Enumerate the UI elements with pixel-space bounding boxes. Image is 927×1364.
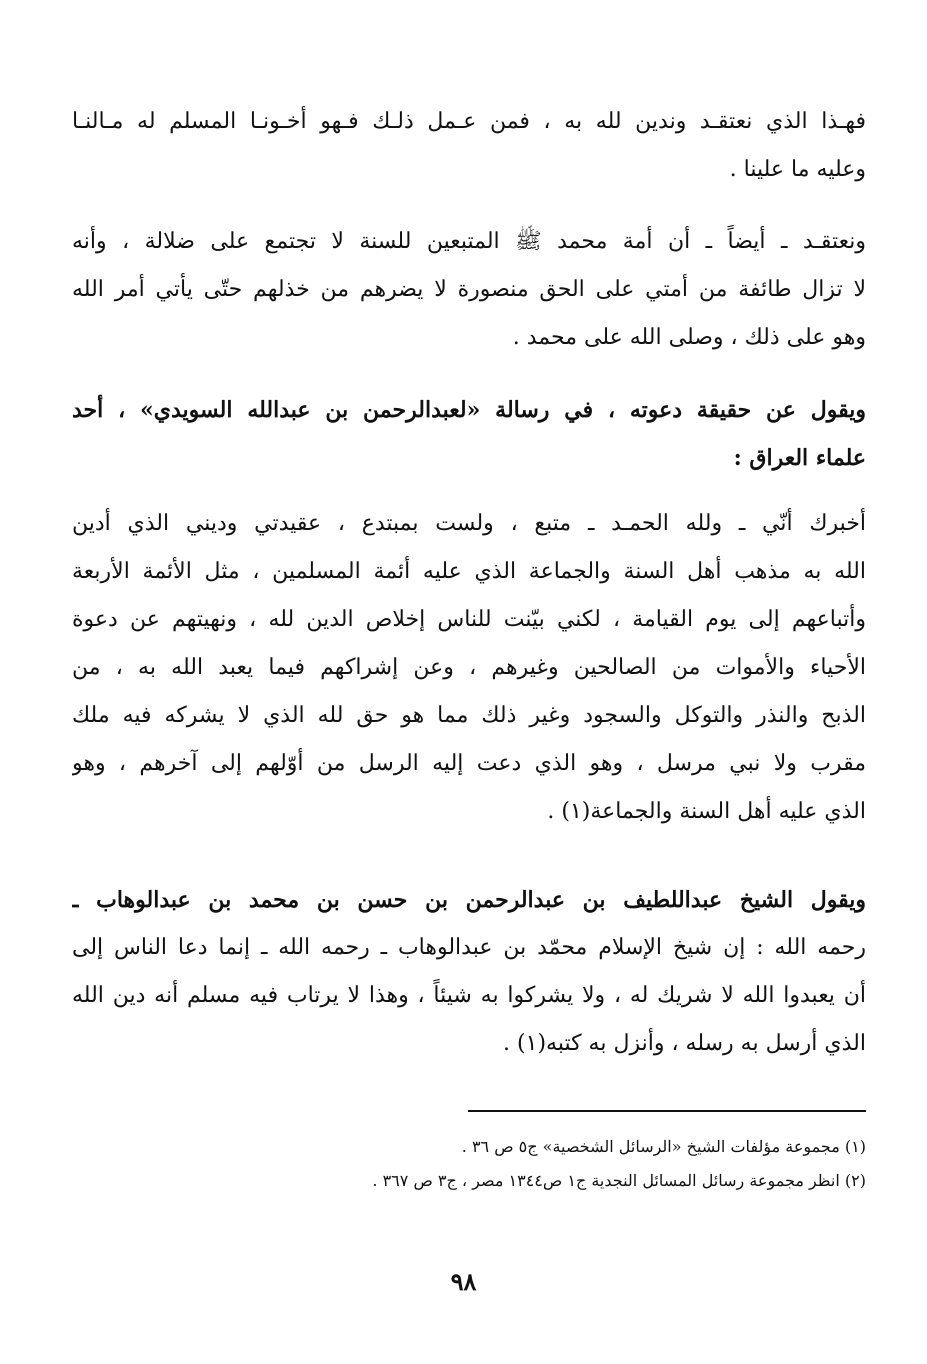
- text-line: أن يعبدوا الله لا شريك له ، ولا يشركوا به شيئاً ، وهذا لا يرتاب فيه مسلم أنه دين الله: [72, 983, 866, 1008]
- text-line: وعليه ما علينا .: [729, 157, 866, 182]
- footnote-item: (٢) انظر مجموعة رسائل المسائل النجدية ج١ ص١٣٤٤ مصر ، ج٣ ص ٣٦٧ .: [372, 1171, 866, 1190]
- text-line: الله به مذهب أهل السنة والجماعة الذي عليه أئمة المسلمين ، مثل الأئمة الأربعة: [72, 559, 866, 584]
- text-line: الذي أرسل به رسله ، وأنزل به كتبه(١) .: [503, 1031, 866, 1056]
- paragraph-ummah: [72, 218, 866, 362]
- text-line: رحمه الله : إن شيخ الإسلام محمّد بن عبدالوهاب ـ رحمه الله ـ إنما دعا الناس إلى: [72, 935, 866, 960]
- text-line: الذي عليه أهل السنة والجماعة(١) .: [547, 799, 866, 824]
- text-line: فهـذا الذي نعتقـد وندين لله به ، فمن عـمل ذلـك فـهو أخـونـا المسلم له مـالنـا: [72, 109, 866, 134]
- text-line: لا تزال طائفة من أمتي على الحق منصورة لا يضرهم من خذلهم حتّى يأتي أمر الله: [72, 277, 866, 302]
- text-line: ونعتقـد ـ أيضاً ـ أن أمة محمد ﷺ المتبعين للسنة لا تجتمع على ضلالة ، وأنه: [72, 229, 866, 254]
- text-line: الذبح والنذر والتوكل والسجود وغير ذلك مما هو حق لله الذي لا يشركه فيه ملك: [72, 703, 866, 728]
- text-line: ويقول الشيخ عبداللطيف بن عبدالرحمن بن حسن بن محمد بن عبدالوهاب ـ: [72, 887, 866, 913]
- text-line: وأتباعهم إلى يوم القيامة ، لكني بيّنت للناس إخلاص الدين لله ، ونهيتهم عن دعوة: [72, 607, 866, 632]
- text-line: علماء العراق :: [733, 445, 866, 471]
- paragraph-creed: [72, 98, 866, 194]
- footnote-item: (١) مجموعة مؤلفات الشيخ «الرسائل الشخصية» ج٥ ص ٣٦ .: [461, 1137, 866, 1156]
- paragraph-abdullatif: [72, 876, 866, 1068]
- page-number: ٩٨: [450, 1267, 477, 1296]
- text-line: الأحياء والأموات من الصالحين وغيرهم ، وعن إشراكهم فيما يعبد الله به ، من: [72, 655, 866, 680]
- text-line: وهو على ذلك ، وصلى الله على محمد .: [512, 325, 866, 350]
- footnotes: [240, 1130, 866, 1198]
- paragraph-letter-body: [72, 500, 866, 836]
- footnote-divider: [468, 1110, 866, 1112]
- paragraph-heading-letter: [72, 386, 866, 482]
- text-line: ويقول عن حقيقة دعوته ، في رسالة «لعبدالرحمن بن عبدالله السويدي» ، أحد: [72, 397, 866, 423]
- text-line: مقرب ولا نبي مرسل ، وهو الذي دعت إليه الرسل من أوّلهم إلى آخرهم ، وهو: [72, 751, 866, 776]
- text-line: أخبرك أنّي ـ ولله الحمـد ـ متبع ، ولست بمبتدع ، عقيدتي وديني الذي أدين: [72, 511, 866, 536]
